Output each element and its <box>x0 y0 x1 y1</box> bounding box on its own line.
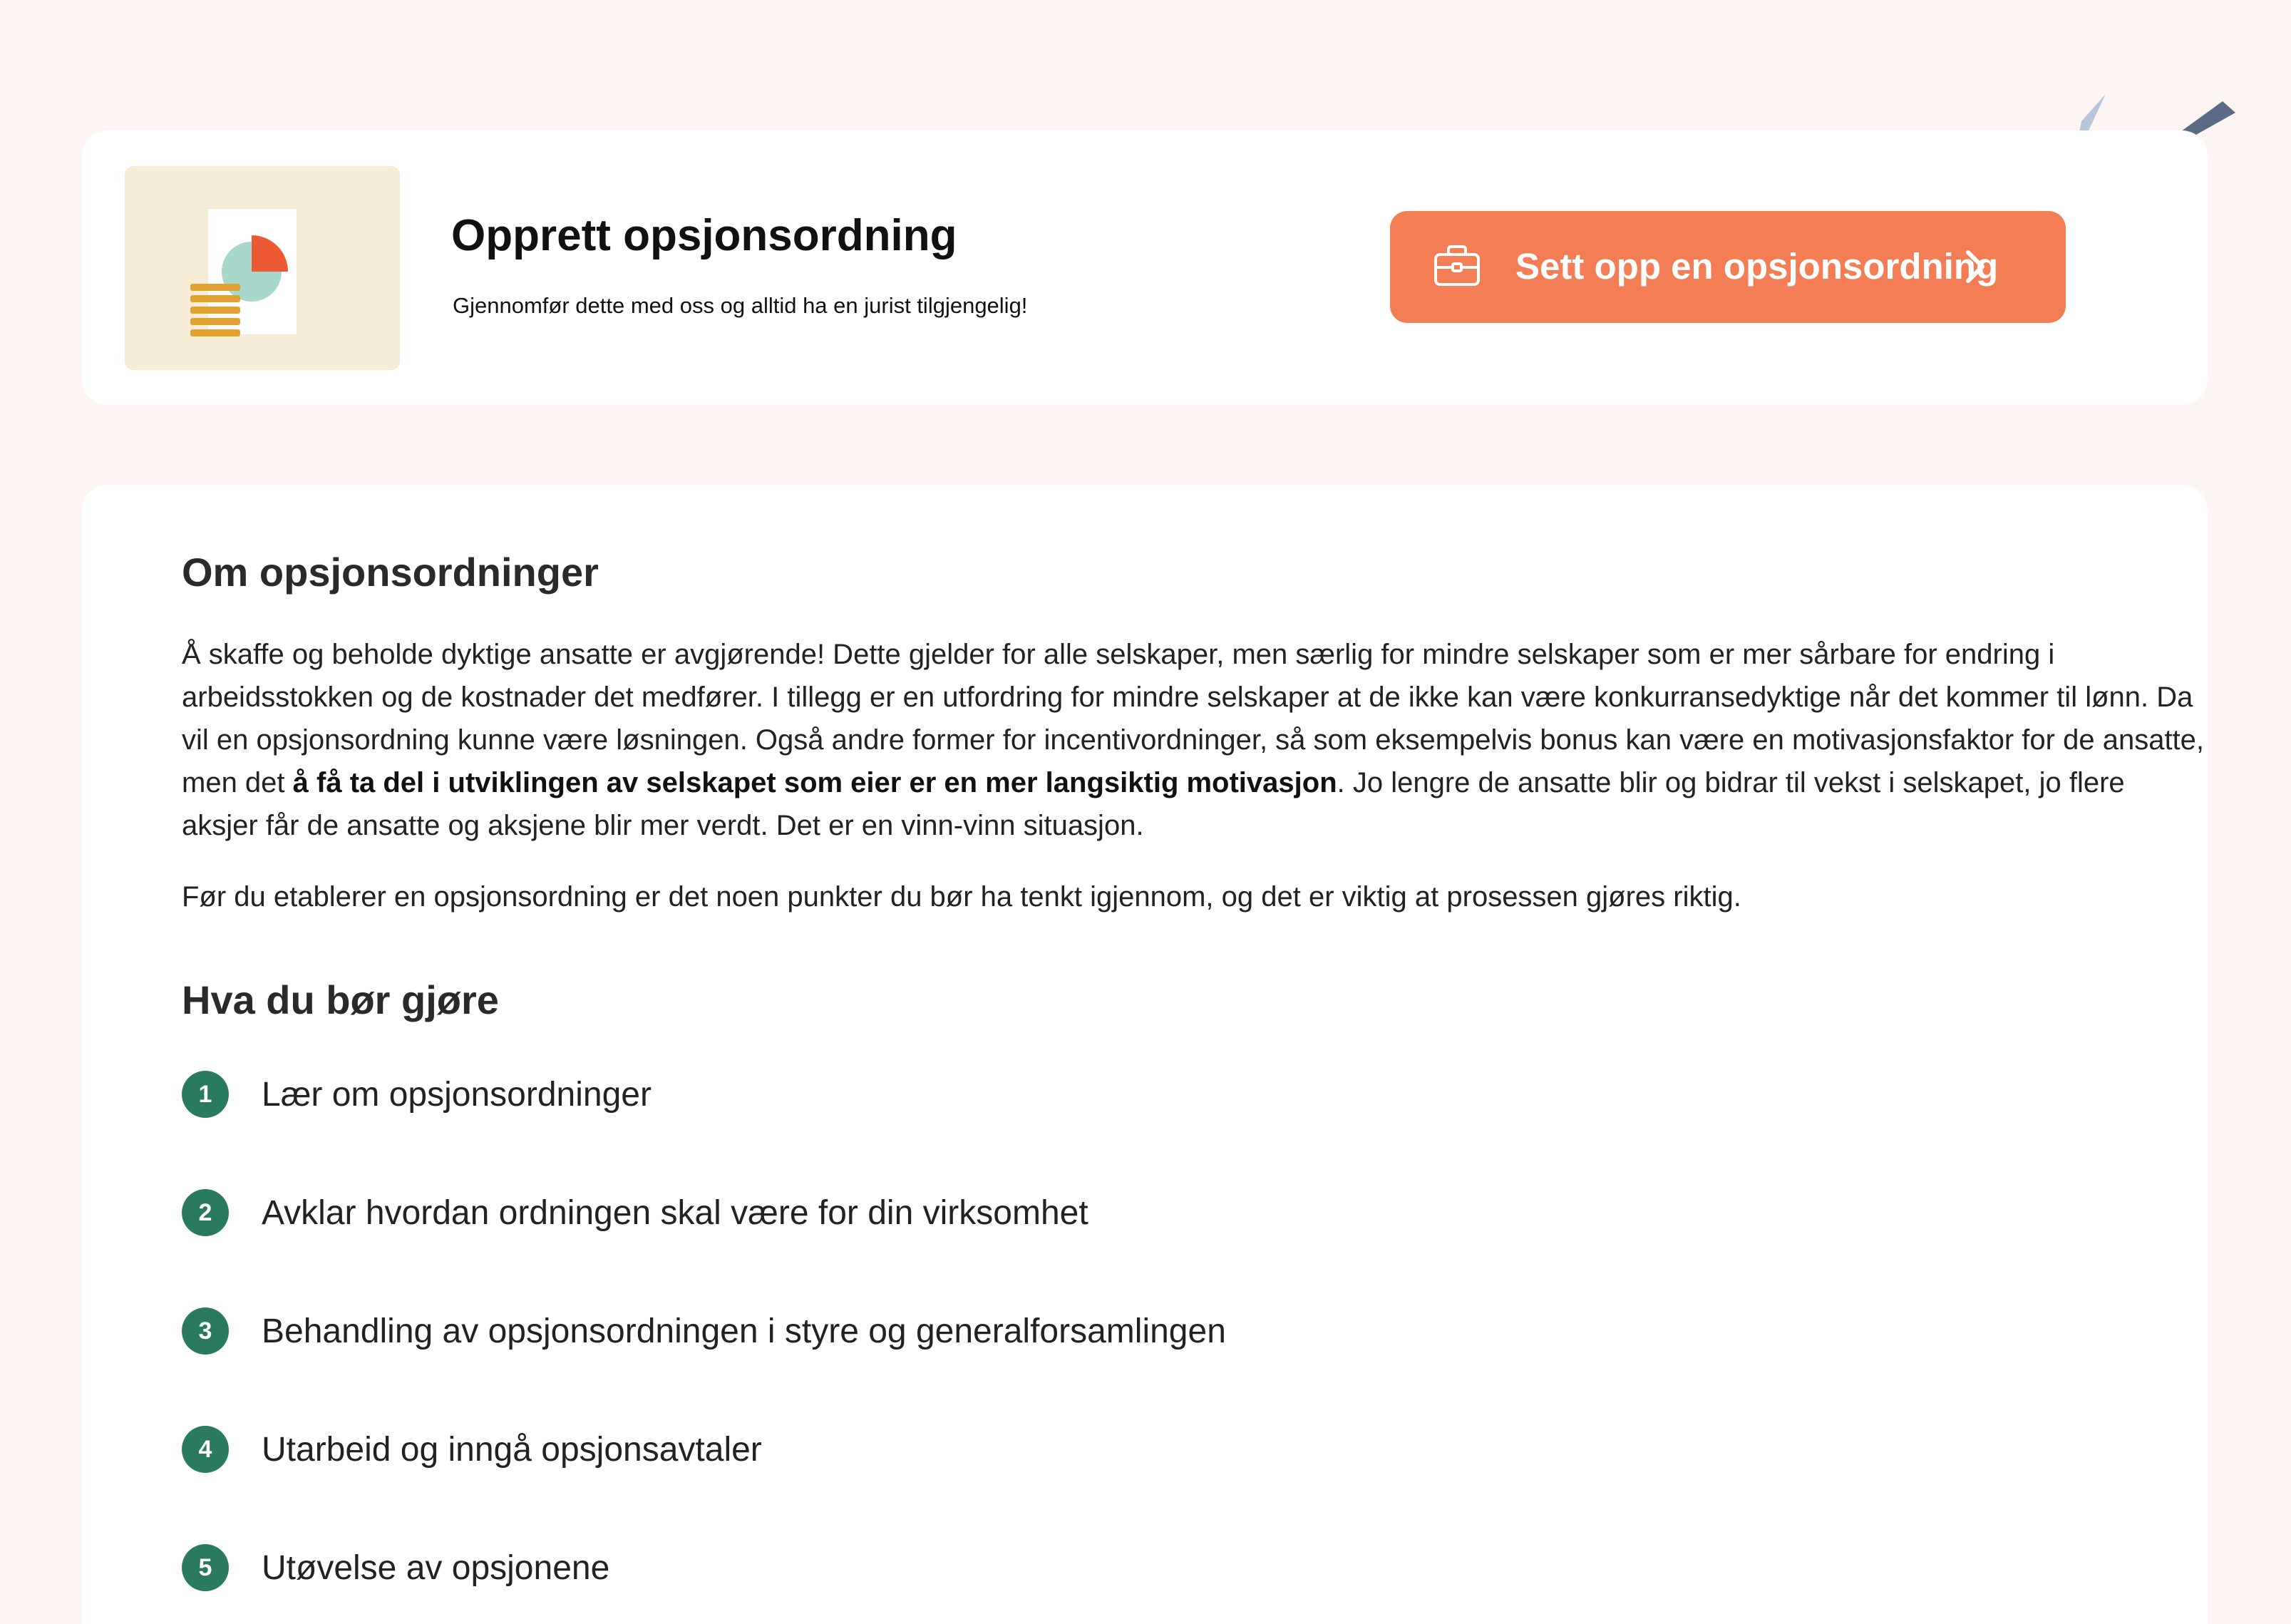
about-text-part-2: . Jo lengre de ansatte blir og bidrar til vekst i selskapet, jo flere aksjer får de ansatte og aksjene blir mer verdt. Det er en vinn-vinn situasjon. <box>182 767 2125 841</box>
step-number-badge: 3 <box>182 1307 229 1355</box>
setup-button-label: Sett opp en opsjonsordning <box>1515 246 1999 287</box>
step-label: Utarbeid og inngå opsjonsavtaler <box>262 1431 762 1469</box>
chevron-right-icon <box>1962 248 1988 285</box>
step-item[interactable] <box>182 1544 1893 1594</box>
step-number-badge: 2 <box>182 1189 229 1236</box>
step-number-badge: 1 <box>182 1071 229 1118</box>
about-text-bold: å få ta del i utviklingen av selskapet som eier er en mer langsiktig motivasjon <box>292 767 1337 798</box>
step-item[interactable] <box>182 1307 1893 1357</box>
info-card <box>82 485 2208 1624</box>
step-item[interactable] <box>182 1189 1893 1239</box>
step-item[interactable] <box>182 1071 1893 1121</box>
step-label: Avklar hvordan ordningen skal være for din virksomhet <box>262 1194 1088 1232</box>
step-label: Utøvelse av opsjonene <box>262 1549 610 1587</box>
setup-option-scheme-button[interactable] <box>1390 211 2066 323</box>
document-pie-coins-icon <box>125 166 400 370</box>
step-number-badge: 5 <box>182 1544 229 1591</box>
todo-heading: Hva du bør gjøre <box>182 977 499 1022</box>
about-heading: Om opsjonsordninger <box>182 550 599 595</box>
step-number-badge: 4 <box>182 1426 229 1473</box>
step-label: Lær om opsjonsordninger <box>262 1076 652 1114</box>
about-text-part-1: Å skaffe og beholde dyktige ansatte er avgjørende! Dette gjelder for alle selskaper, men særlig for mindre selskaper som er mer sårbare for endring i arbeidsstokken og de kostnader det medfører. I tillegg er en utfordring for mindre selskaper at de ikke kan være konkurransedyktige når det kommer til lønn. Da vil en opsjonsordning kunne være løsningen. Også andre former for incentivordninger, så som eksempelvis bonus kan være en motivasjonsfaktor for de ansatte, men det <box>182 639 2205 798</box>
step-label: Behandling av opsjonsordningen i styre og generalforsamlingen <box>262 1312 1226 1350</box>
setup-option-card <box>82 130 2208 405</box>
before-you-start-paragraph: Før du etablerer en opsjonsordning er det noen punkter du bør ha tenkt igjennom, og det er viktig at prosessen gjøres riktig. <box>182 881 1741 913</box>
about-paragraph <box>182 633 2206 847</box>
card-subtitle: Gjennomfør dette med oss og alltid ha en jurist tilgjengelig! <box>453 293 1028 318</box>
briefcase-icon <box>1433 243 1481 289</box>
card-title: Opprett opsjonsordning <box>451 211 957 260</box>
step-item[interactable] <box>182 1426 1893 1476</box>
